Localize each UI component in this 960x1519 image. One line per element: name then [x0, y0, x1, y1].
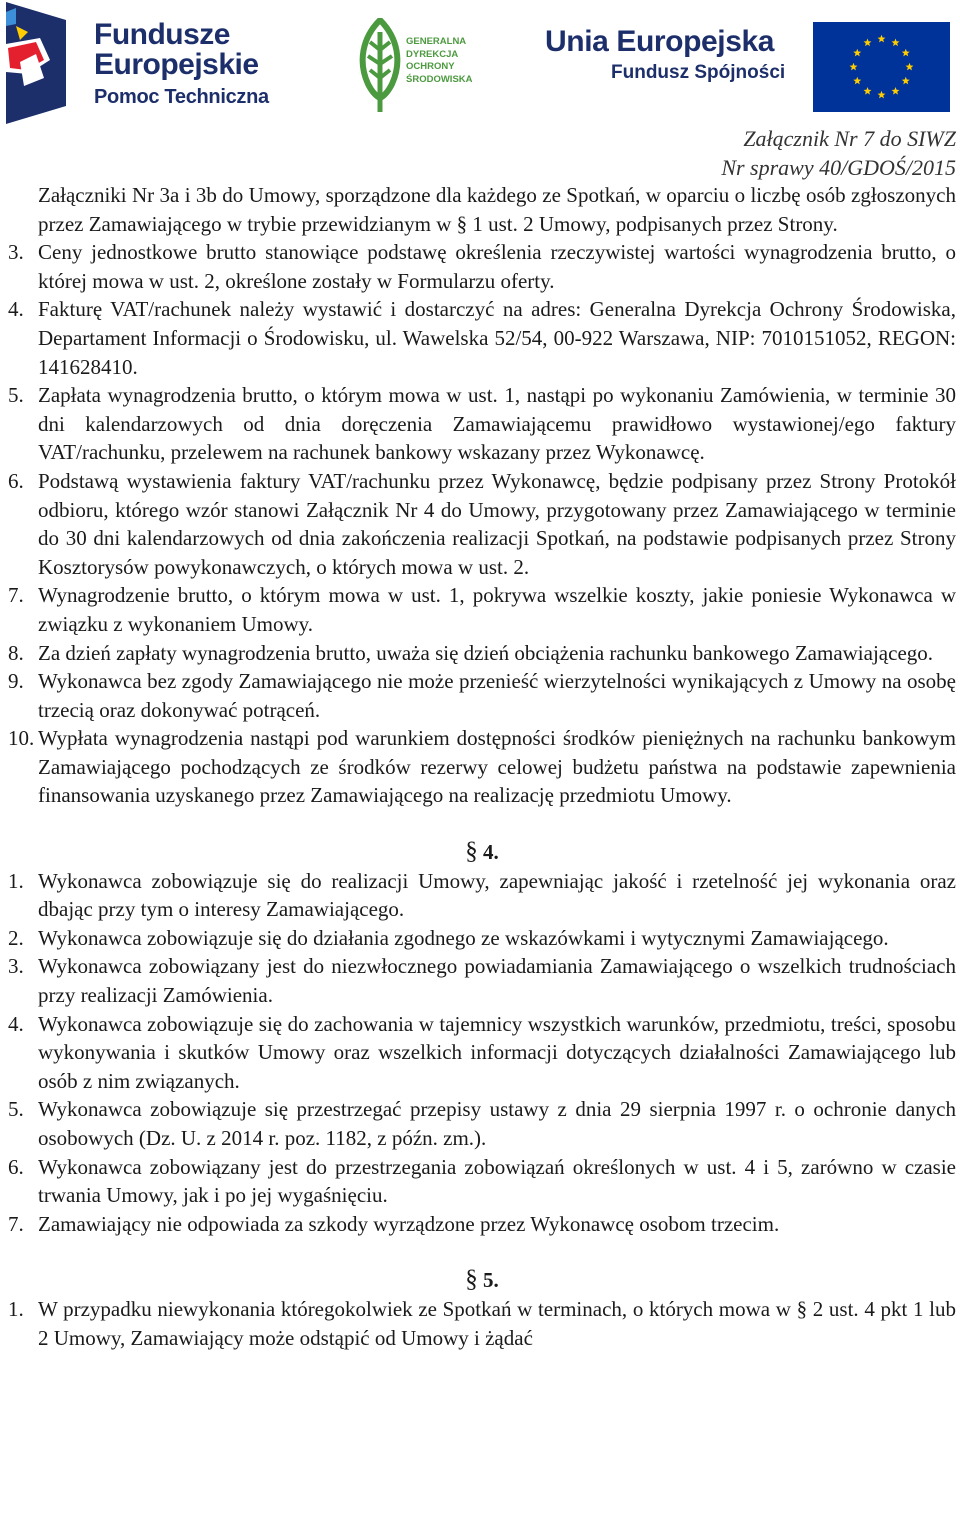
- list-item: [8, 581, 956, 638]
- document-body: [8, 181, 956, 1352]
- item-text: Zamawiający nie odpowiada za szkody wyrządzone przez Wykonawcę osobom trzecim.: [38, 1211, 780, 1236]
- list-item: [8, 1153, 956, 1210]
- item-number: 4.: [8, 1011, 24, 1036]
- list-item: [8, 952, 956, 1009]
- item-number: 6.: [8, 468, 24, 493]
- item-text: Fakturę VAT/rachunek należy wystawić i dostarczyć na adres: Generalna Dyrekcja Ochrony Środowiska, Departament Informacji o Środowisku, ul. Wawelska 52/54, 00-922 Warszawa, NIP: 7010151052, REGON: 141628410.: [38, 297, 956, 379]
- item-number: 5.: [8, 383, 24, 408]
- item-number: 1.: [8, 868, 24, 893]
- list-item: [8, 381, 956, 467]
- ue-subtitle: Fundusz Spójności: [611, 62, 786, 83]
- list-item: [8, 467, 956, 581]
- gdos-line1: GENERALNA: [406, 36, 467, 47]
- section-5-list: [8, 1295, 956, 1352]
- section-number: 4.: [483, 840, 499, 865]
- item-text: Wykonawca zobowiązuje się do działania zgodnego ze wskazówkami i wytycznymi Zamawiającego.: [38, 925, 889, 950]
- item-number: 8.: [8, 640, 24, 665]
- list-item: [8, 1010, 956, 1096]
- leaf-icon: [356, 18, 404, 114]
- item-text: Ceny jednostkowe brutto stanowiące podstawę określenia rzeczywistej wartości wynagrodzenia brutto, o której mowa w ust. 2, określone zostały w Formularzu oferty.: [38, 240, 956, 293]
- gdos-logo-text: [406, 36, 473, 86]
- item-number: 4.: [8, 297, 24, 322]
- fundusze-europejskie-logo: [6, 2, 276, 124]
- list-item: [8, 1210, 956, 1239]
- attachment-ref: Załącznik Nr 7 do SIWZ: [743, 126, 956, 151]
- page-header: [0, 0, 960, 180]
- item-number: 7.: [8, 583, 24, 608]
- fe-logo-line3: Pomoc Techniczna: [94, 86, 269, 108]
- item-number: 3.: [8, 240, 24, 265]
- list-item: [8, 667, 956, 724]
- list-item: [8, 867, 956, 924]
- item-text: Wykonawca bez zgody Zamawiającego nie może przenieść wierzytelności wynikających z Umowy na osobę trzecią oraz dokonywać potrąceń.: [38, 669, 956, 722]
- item-text: Wykonawca zobowiązuje się do zachowania w tajemnicy wszystkich warunków, przedmiotu, treści, sposobu wykonywania i skutków Umowy oraz wszelkich informacji dotyczących działalności Zamawiającego lub osób z nim związanych.: [38, 1011, 956, 1093]
- item-number: 1.: [8, 1296, 24, 1321]
- section-4-list: [8, 867, 956, 1239]
- item-text: Wykonawca zobowiązany jest do niezwłocznego powiadamiania Zamawiającego o wszelkich trudnościach przy realizacji Zamówienia.: [38, 954, 956, 1008]
- section-5-heading: [8, 1266, 956, 1295]
- list-item: [8, 924, 956, 953]
- list-item: [8, 724, 956, 810]
- item-number: 10.: [8, 726, 35, 751]
- gdos-line3: OCHRONY: [406, 61, 455, 72]
- item-text: Wykonawca zobowiązuje się przestrzegać przepisy ustawy z dnia 29 sierpnia 1997 r. o ochronie danych osobowych (Dz. U. z 2014 r. poz. 1182, z późn. zm.).: [38, 1097, 956, 1150]
- document-references: [721, 124, 956, 182]
- item-number: 6.: [8, 1154, 24, 1179]
- item-text: Za dzień zapłaty wynagrodzenia brutto, uważa się dzień obciążenia rachunku bankowego Zamawiającego.: [38, 640, 934, 665]
- case-number: Nr sprawy 40/GDOŚ/2015: [721, 155, 956, 180]
- list-item: [8, 639, 956, 668]
- list-item: [8, 238, 956, 295]
- section-4-heading: [8, 838, 956, 867]
- gdos-line2: DYREKCJA: [406, 48, 459, 60]
- fe-logo-line2: Europejskie: [94, 48, 259, 81]
- gdos-line4: ŚRODOWISKA: [406, 73, 473, 85]
- paragraph-symbol: §: [465, 1266, 478, 1294]
- item-text: Wynagrodzenie brutto, o którym mowa w ust. 1, pokrywa wszelkie koszty, jakie poniesie Wykonawca w związku z wykonaniem Umowy.: [38, 583, 956, 636]
- fe-logo-line1: Fundusze: [94, 18, 230, 51]
- item-number: 3.: [8, 954, 24, 979]
- list-item: [8, 1095, 956, 1152]
- intro-paragraph: Załączniki Nr 3a i 3b do Umowy, sporządzone dla każdego ze Spotkań, w oparciu o liczbę osób zgłoszonych przez Zamawiającego w trybie przewidzianym w § 1 ust. 2 Umowy, podpisanych przez Strony.: [38, 183, 956, 236]
- section-3-list: [8, 238, 956, 810]
- item-text: Wypłata wynagrodzenia nastąpi pod warunkiem dostępności środków pieniężnych na rachunku bankowym Zamawiającego pochodzących ze środków rezerwy celowej budżetu państwa na podstawie zapewnienia finansowania uzyskanego przez Zamawiającego na realizację przedmiotu Umowy.: [38, 726, 956, 808]
- item-text: Wykonawca zobowiązuje się do realizacji Umowy, zapewniając jakość i rzetelność jej wykonania oraz dbając przy tym o interesy Zamawiającego.: [38, 868, 956, 922]
- unia-europejska-logo: [545, 26, 785, 84]
- fe-logo-text: [94, 20, 269, 109]
- item-number: 9.: [8, 669, 24, 694]
- item-number: 2.: [8, 925, 24, 950]
- item-number: 5.: [8, 1097, 24, 1122]
- list-item: [8, 1295, 956, 1352]
- gdos-logo: [356, 18, 473, 114]
- paragraph-symbol: §: [465, 838, 478, 866]
- ue-title: Unia Europejska: [545, 25, 775, 58]
- section-number: 5.: [483, 1268, 499, 1293]
- item-text: Wykonawca zobowiązany jest do przestrzegania zobowiązań określonych w ust. 4 i 5, zarówno w czasie trwania Umowy, jak i po jej wygaśnięciu.: [38, 1154, 956, 1208]
- eu-flag-icon: [813, 22, 950, 112]
- list-item: [8, 295, 956, 381]
- fe-logo-mark-icon: [6, 2, 86, 124]
- item-text: Podstawą wystawienia faktury VAT/rachunku przez Wykonawcę, będzie podpisany przez Strony Protokół odbioru, którego wzór stanowi Załącznik Nr 4 do Umowy, przygotowany przez Zamawiającego w terminie do 30 dni kalendarzowych od dnia zakończenia realizacji Spotkań, na podstawie podpisanych przez Strony Kosztorysów powykonawczych, o których mowa w ust. 2.: [38, 468, 956, 579]
- item-text: W przypadku niewykonania któregokolwiek ze Spotkań w terminach, o których mowa w § 2 ust. 4 pkt 1 lub 2 Umowy, Zamawiający może odstąpić od Umowy i żądać: [38, 1296, 956, 1350]
- item-number: 7.: [8, 1211, 24, 1236]
- item-text: Zapłata wynagrodzenia brutto, o którym mowa w ust. 1, nastąpi po wykonaniu Zamówienia, w terminie 30 dni kalendarzowych od dnia doręczenia Zamawiającemu prawidłowo wystawionej/ego faktury VAT/rachunku, przelewem na rachunek bankowy wskazany przez Wykonawcę.: [38, 383, 956, 465]
